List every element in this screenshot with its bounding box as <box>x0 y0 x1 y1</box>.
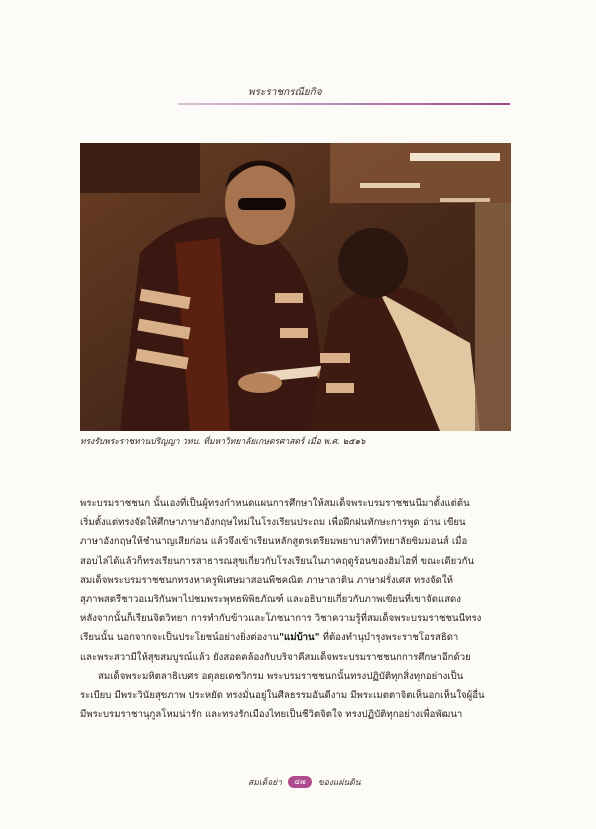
paragraph-line: สอบไล่ได้แล้วก็ทรงเรียนการสาธารณสุขเกี่ยวกับโรงเรียนในภาคฤดูร้อนของฮิมไฮที่ ขณะเดียวกัน <box>80 555 475 567</box>
paragraph-line: เริ่มตั้งแต่ทรงจัดให้ศึกษาภาษาอังกฤษใหม่ในโรงเรียนประถม เพื่อฝึกฝนทักษะการพูด อ่าน เขียน <box>80 517 466 529</box>
running-header: พระราชกรณียกิจ <box>248 87 322 98</box>
sepia-photo-icon <box>80 143 511 431</box>
paragraph-line: สุภาพสตรีชาวอเมริกันพาไปชมพระพุทธพิพิธภัณฑ์ และอธิบายเกี่ยวกับภาพเขียนที่เขาจัดแสดง <box>80 594 461 606</box>
paragraph-line-with-bold <box>80 628 520 647</box>
ceremony-photo <box>80 143 511 431</box>
line-start: เรียนนั้น นอกจากจะเป็นประโยชน์อย่างยิ่งต่องาน <box>80 632 280 644</box>
page-number: ๔๗ <box>288 776 312 788</box>
footer-left: สมเด็จย่า <box>248 778 282 788</box>
paragraph-line: ระเบียบ มีพระวินัยสุขภาพ ประหยัด ทรงมั่นอยู่ในศีลธรรมอันดีงาม มีพระเมตตาจิตเห็นอกเห็นใจผู้อื่น <box>80 690 485 702</box>
photo-caption: ทรงรับพระราชทานปริญญา วทบ. ที่มหาวิทยาลัยเกษตรศาสตร์ เมื่อ พ.ศ. ๒๕๑๖ <box>80 437 366 447</box>
paragraph-line: หลังจากนั้นก็เรียนจิตวิทยา การทำกับข้าวและโภชนาการ วิชาความรู้ที่สมเด็จพระบรมราชชนนีทรง <box>80 613 482 625</box>
bold-phrase: "แม่บ้าน" <box>279 632 320 644</box>
footer-right: ของแผ่นดิน <box>317 778 361 788</box>
paragraph-line: สมเด็จพระบรมราชชนกทรงหาครูพิเศษมาสอนพีชคณิต ภาษาลาติน ภาษาฝรั่งเศส ทรงจัดให้ <box>80 574 453 586</box>
paragraph-line: สมเด็จพระมหิตลาธิเบศร อดุลยเดชวิกรม พระบรมราชชนกนั้นทรงปฏิบัติทุกสิ่งทุกอย่างเป็น <box>98 670 464 682</box>
header-rule <box>178 103 510 105</box>
line-tail: ที่ต้องทำนุบำรุงพระราชโอรสธิดา <box>319 632 459 644</box>
body-text <box>80 494 520 724</box>
paragraph-line: และพระสวามีให้สุขสมบูรณ์แล้ว ยังสอดคล้องกับบริจาคีสมเด็จพระบรมราชชนกการศึกษาอีกด้วย <box>80 651 471 663</box>
page-footer <box>248 775 361 789</box>
paragraph-line: ภาษาอังกฤษให้ชำนาญเสียก่อน แล้วจึงเข้าเรียนหลักสูตรเตรียมพยาบาลที่วิทยาลัยซิมมอนส์ เมื่อ <box>80 536 468 548</box>
paragraph-line: พระบรมราชชนก นั้นเองที่เป็นผู้ทรงกำหนดแผนการศึกษาให้สมเด็จพระบรมราชชนนีมาตั้งแต่ต้น <box>80 498 470 509</box>
paragraph-line: มีพระบรมราชานุกูลโหมน่ารัก และทรงรักเมืองไทยเป็นชีวิตจิตใจ ทรงปฏิบัติทุกอย่างเพื่อพัฒนา <box>80 709 463 721</box>
